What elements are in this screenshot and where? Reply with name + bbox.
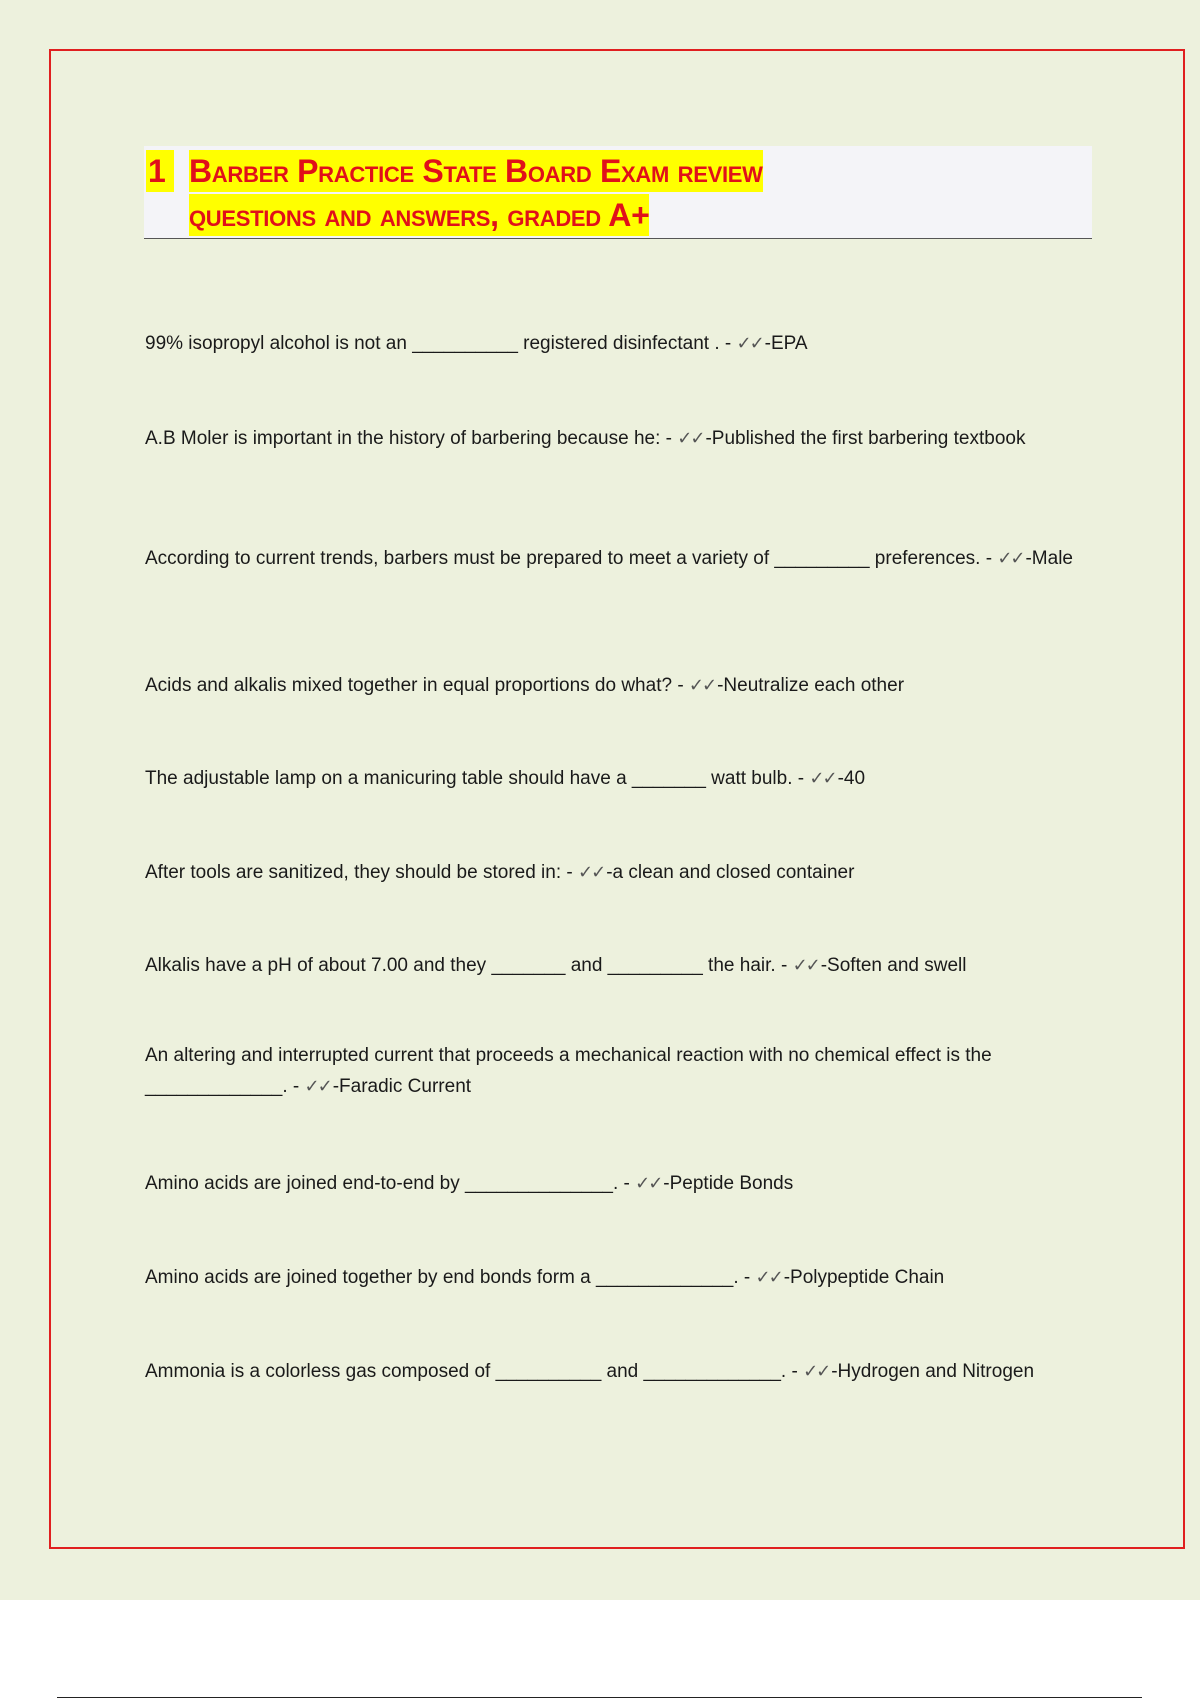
double-check-icon: ✓✓	[304, 1076, 331, 1096]
qa-item	[145, 423, 1085, 454]
question-text: Acids and alkalis mixed together in equal proportions do what? -	[145, 675, 689, 696]
double-check-icon: ✓✓	[755, 1267, 782, 1287]
answer-text: -Male	[1025, 548, 1073, 569]
double-check-icon: ✓✓	[736, 333, 763, 353]
footer-rule	[57, 1697, 1142, 1698]
answer-text: -Soften and swell	[820, 955, 967, 976]
double-check-icon: ✓✓	[578, 862, 605, 882]
qa-item	[145, 1168, 1085, 1199]
qa-item	[145, 1041, 1085, 1102]
question-text: Ammonia is a colorless gas composed of __________ and _____________. -	[145, 1361, 804, 1382]
question-text: Amino acids are joined end-to-end by ______________. -	[145, 1173, 636, 1194]
question-text: According to current trends, barbers must be prepared to meet a variety of _________ preferences. -	[145, 548, 998, 569]
qa-item	[145, 950, 1085, 981]
question-text: An altering and interrupted current that proceeds a mechanical reaction with no chemical effect is the _____________. -	[145, 1045, 992, 1097]
double-check-icon: ✓✓	[803, 1361, 830, 1381]
question-text: Alkalis have a pH of about 7.00 and they _______ and _________ the hair. -	[145, 955, 793, 976]
question-text: Amino acids are joined together by end bonds form a _____________. -	[145, 1267, 756, 1288]
answer-text: -Peptide Bonds	[663, 1173, 794, 1194]
title-block	[144, 146, 1092, 239]
answer-text: -Published the first barbering textbook	[705, 428, 1026, 449]
heading-number: 1	[146, 150, 174, 192]
question-text: After tools are sanitized, they should be stored in: -	[145, 862, 579, 883]
double-check-icon: ✓✓	[997, 548, 1024, 568]
qa-item	[145, 670, 1085, 701]
qa-item	[145, 763, 1085, 794]
answer-text: -Hydrogen and Nitrogen	[831, 1361, 1035, 1382]
qa-item	[145, 1356, 1085, 1387]
answer-text: -40	[837, 768, 866, 789]
answer-text: -Polypeptide Chain	[783, 1267, 945, 1288]
page-title-line-1: Barber Practice State Board Exam review	[189, 150, 763, 192]
double-check-icon: ✓✓	[677, 428, 704, 448]
answer-text: -Neutralize each other	[717, 675, 905, 696]
question-text: 99% isopropyl alcohol is not an __________ registered disinfectant . -	[145, 333, 737, 354]
answer-text: -a clean and closed container	[606, 862, 855, 883]
page-title-line-2: questions and answers, graded A+	[189, 194, 649, 236]
double-check-icon: ✓✓	[635, 1173, 662, 1193]
question-text: A.B Moler is important in the history of barbering because he: -	[145, 428, 678, 449]
qa-item	[145, 328, 1085, 359]
question-text: The adjustable lamp on a manicuring table should have a _______ watt bulb. -	[145, 768, 810, 789]
qa-item	[145, 1262, 1085, 1293]
qa-item	[145, 543, 1085, 574]
double-check-icon: ✓✓	[792, 955, 819, 975]
double-check-icon: ✓✓	[809, 768, 836, 788]
answer-text: -EPA	[764, 333, 808, 354]
answer-text: -Faradic Current	[332, 1076, 472, 1097]
page-border	[49, 49, 1185, 1549]
qa-item	[145, 857, 1085, 888]
double-check-icon: ✓✓	[688, 675, 716, 695]
